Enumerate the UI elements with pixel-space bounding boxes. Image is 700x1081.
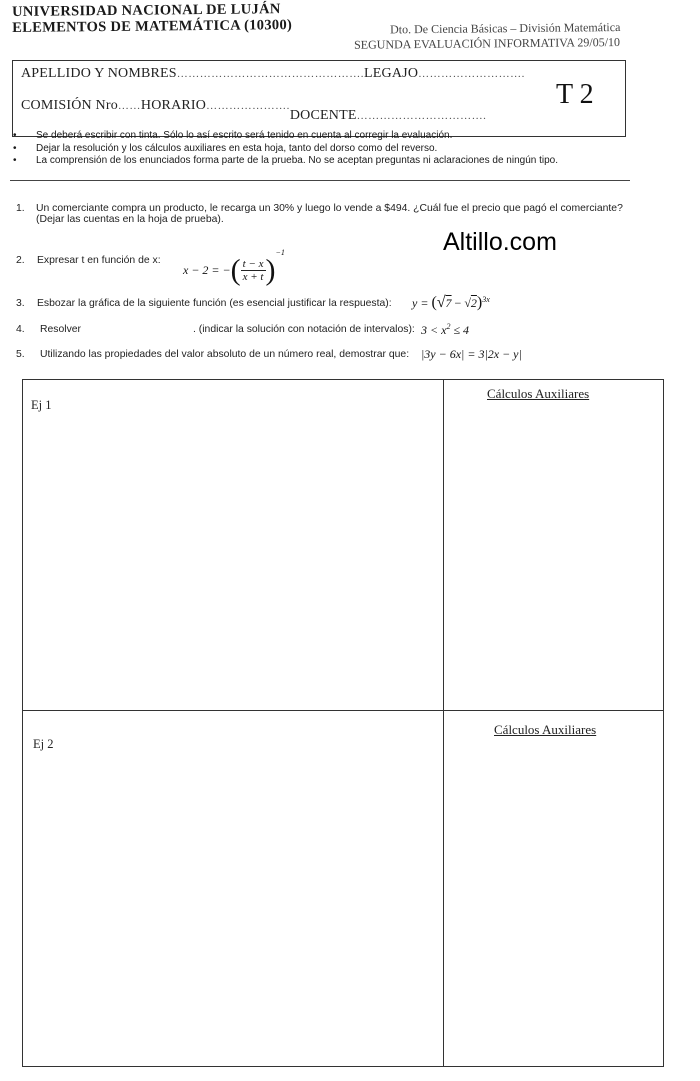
question-formula: x − 2 = −( $\frac{t - x}{x + t}$ )$^{-1}$ bbox=[183, 248, 285, 287]
question-text-2: (Dejar las cuentas en la hoja de prueba). bbox=[36, 214, 224, 225]
course-name: ELEMENTOS DE MATEMÁTICA (10300) bbox=[12, 17, 293, 36]
question-1 bbox=[0, 203, 640, 225]
department-line: Dto. De Ciencia Básicas – División Matemática bbox=[389, 20, 621, 37]
instruction-text: Se deberá escribir con tinta. Sólo lo así escrito será tenido en cuenta al corregir la evaluación. bbox=[36, 130, 453, 141]
question-2 bbox=[0, 248, 640, 288]
ej2-answer-area[interactable] bbox=[23, 740, 443, 1064]
comision-label: COMISIÓN Nro bbox=[21, 98, 118, 113]
evaluation-line: SEGUNDA EVALUACIÓN INFORMATIVA 29/05/10 bbox=[354, 35, 621, 52]
formula-exponent: −1 bbox=[275, 248, 285, 257]
name-label: APELLIDO Y NOMBRES bbox=[21, 66, 177, 81]
question-text: Utilizando las propiedades del valor absoluto de un número real, demostrar que: bbox=[40, 349, 410, 360]
instruction-item bbox=[10, 143, 558, 156]
docente-label: DOCENTE bbox=[289, 108, 357, 123]
ej2-label: Ej 2 bbox=[33, 737, 54, 751]
question-formula: $y = (√7 - √2)^{3x}$ bbox=[412, 294, 490, 311]
topic-code: T 2 bbox=[556, 79, 594, 110]
answer-grid bbox=[22, 379, 664, 1067]
question-number: 3. bbox=[16, 298, 25, 309]
instruction-item bbox=[10, 130, 558, 143]
legajo-label: LEGAJO bbox=[364, 66, 419, 81]
question-5 bbox=[0, 349, 640, 367]
horario-label: HORARIO bbox=[140, 98, 207, 113]
ej1-label: Ej 1 bbox=[31, 398, 52, 412]
calc-aux-area-2[interactable] bbox=[444, 740, 662, 1064]
university-name: UNIVERSIDAD NACIONAL DE LUJÁN bbox=[12, 1, 281, 20]
name-field[interactable] bbox=[21, 66, 525, 82]
comision-dots: …… bbox=[117, 100, 141, 112]
divider bbox=[10, 180, 630, 181]
question-number: 4. bbox=[16, 324, 25, 335]
question-formula: $3 < x^2 \le 4$ bbox=[421, 322, 470, 337]
bullet-icon: • bbox=[13, 142, 17, 154]
calc-aux-label-1: Cálculos Auxiliares bbox=[487, 386, 590, 401]
calc-aux-label-2: Cálculos Auxiliares bbox=[494, 722, 597, 737]
question-number: 1. bbox=[16, 203, 25, 214]
student-info-box bbox=[12, 60, 626, 137]
horario-dots: …………………. bbox=[206, 100, 290, 112]
docente-dots: ……………………………. bbox=[356, 110, 487, 122]
question-3 bbox=[0, 294, 640, 316]
bullet-icon: • bbox=[13, 130, 17, 141]
calc-aux-area-1[interactable] bbox=[444, 404, 662, 708]
comision-field[interactable] bbox=[21, 98, 487, 123]
question-text: Expresar t en función de x: bbox=[37, 255, 161, 266]
root-7: 7 bbox=[445, 296, 452, 310]
root-2: 2 bbox=[470, 296, 477, 310]
watermark: Altillo.com bbox=[443, 228, 557, 256]
bullet-icon: • bbox=[13, 155, 17, 167]
fraction-numerator: t − x bbox=[242, 257, 264, 270]
question-text: Un comerciante compra un producto, le recarga un 30% y luego lo vende a $494. ¿Cuál fue el precio que pagó el comerciante? bbox=[36, 203, 623, 214]
ej1-answer-area[interactable] bbox=[23, 398, 443, 708]
fraction-denominator: x + t bbox=[242, 270, 264, 283]
row-divider bbox=[23, 710, 663, 711]
legajo-dots: ………………………. bbox=[418, 68, 525, 80]
instruction-item bbox=[10, 155, 558, 168]
instructions-list bbox=[10, 130, 558, 168]
university-header bbox=[12, 1, 292, 36]
formula-lhs: y = bbox=[412, 296, 432, 310]
name-dots: …………………………………………. bbox=[176, 68, 365, 80]
formula-exponent: 3x bbox=[482, 295, 490, 304]
question-text-2: . (indicar la solución con notación de intervalos): bbox=[193, 324, 415, 335]
instruction-text: Dejar la resolución y los cálculos auxiliares en esta hoja, tanto del dorso como del reverso. bbox=[36, 142, 438, 154]
instruction-text: La comprensión de los enunciados forma parte de la prueba. No se aceptan preguntas ni aclaraciones de ningún tipo. bbox=[36, 155, 559, 167]
formula-lhs: x − 2 = − bbox=[183, 262, 231, 277]
question-formula: |3y − 6x| = 3|2x − y| bbox=[421, 347, 522, 361]
question-number: 2. bbox=[16, 255, 25, 266]
formula-fraction bbox=[241, 258, 266, 283]
question-text: Esbozar la gráfica de la siguiente función (es esencial justificar la respuesta): bbox=[37, 298, 392, 309]
question-text: Resolver bbox=[40, 324, 81, 335]
question-4 bbox=[0, 324, 640, 342]
question-number: 5. bbox=[16, 349, 25, 360]
